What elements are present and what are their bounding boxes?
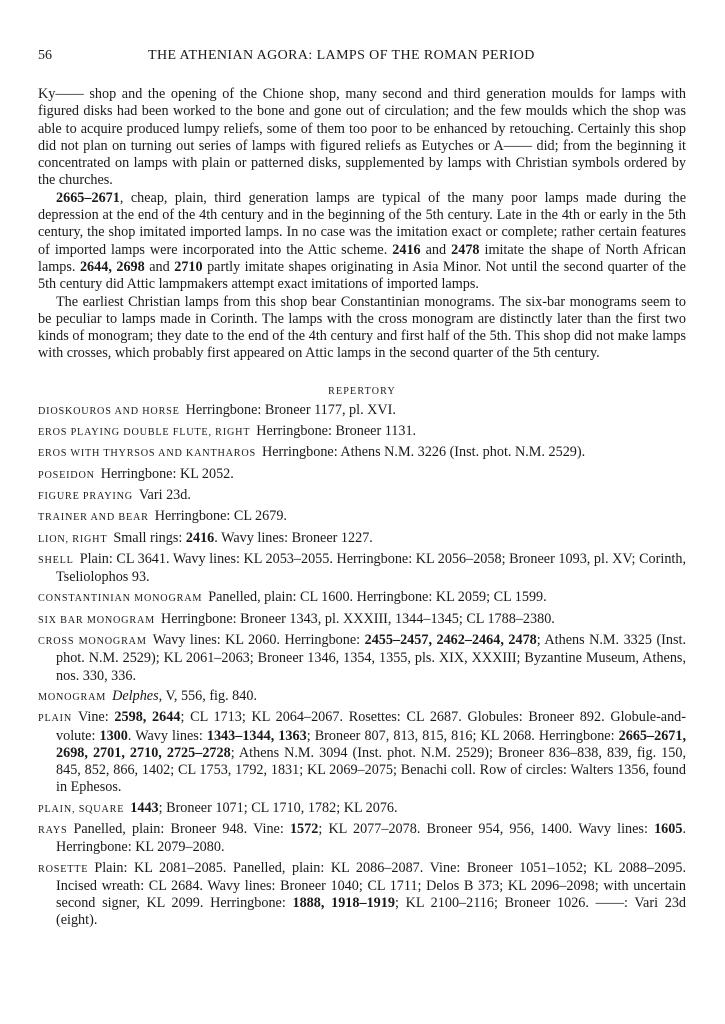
- repertory-entry-label: MONOGRAM: [38, 691, 107, 703]
- repertory-entry: [38, 821, 686, 857]
- text-segment: Herringbone: Broneer 1343, pl. XXXIII, 1344–1345; CL 1788–2380.: [160, 610, 555, 627]
- body-text: [38, 86, 686, 363]
- text-segment: ; Athens N.M. 3094 (Inst. phot. N.M. 2529); Broneer 836–838, 839, fig. 150, 845, 852, 866, 1402; CL 1753, 1792, 1831; KL 2069–2075; Benachi coll. Row of circles: Walters 1356, found in Ephesos.: [56, 744, 687, 796]
- repertory-entry: [38, 551, 686, 587]
- text-segment: and: [420, 241, 452, 258]
- text-segment: Herringbone: Broneer 1177, pl. XVI.: [185, 401, 396, 418]
- bold-reference: 2598, 2644: [114, 709, 181, 726]
- repertory-entry: [38, 800, 686, 818]
- text-segment: Small rings:: [113, 529, 186, 546]
- repertory-entry-label: POSEIDON: [38, 469, 95, 481]
- repertory-entry: [38, 466, 686, 484]
- repertory-entry: [38, 589, 686, 607]
- bold-reference: 2710: [174, 258, 203, 275]
- bold-reference: 1343–1344, 1363: [206, 727, 307, 744]
- repertory-entry-label: EROS PLAYING DOUBLE FLUTE, RIGHT: [38, 427, 251, 439]
- bold-reference: 2416: [185, 529, 215, 546]
- text-segment: Herringbone: KL 2052.: [100, 465, 234, 482]
- text-segment: partly imitate shapes originating in Asia Minor. Not until the second quarter of the 5th century did Attic lampmakers attempt exact imitations of imported lamps.: [38, 258, 686, 293]
- repertory-entry: [38, 632, 686, 685]
- bold-reference: 2644, 2698: [79, 258, 145, 275]
- bold-reference: 2478: [451, 241, 480, 258]
- text-segment: ; KL 2077–2078. Broneer 954, 956, 1400. Wavy lines:: [318, 820, 655, 837]
- page: [38, 48, 686, 933]
- repertory-entry-label: FIGURE PRAYING: [38, 490, 133, 502]
- text-segment: Vine:: [78, 709, 115, 726]
- text-segment: Herringbone: CL 2679.: [154, 508, 287, 525]
- body-paragraph: [38, 294, 686, 363]
- body-paragraph: [38, 86, 686, 190]
- text-segment: Wavy lines: KL 2060. Herringbone:: [152, 632, 365, 649]
- text-segment: . Herringbone: KL 2079–2080.: [56, 820, 686, 856]
- repertory-entry-label: ROSETTE: [38, 863, 89, 875]
- text-segment: , cheap, plain, third generation lamps are typical of the many poor lamps made during the depression at the end of the 4th century and in the beginning of the 5th century. Late in the 4th or early in the 5th century, the shop imitated imported lamps. In no case was the imitation exact or complete; rather certain features of imported lamps were incorporated into the Attic scheme.: [38, 189, 686, 258]
- repertory-title: REPERTORY: [328, 385, 396, 397]
- repertory-entry-label: TRAINER AND BEAR: [38, 512, 149, 524]
- text-segment: Herringbone: Athens N.M. 3226 (Inst. phot. N.M. 2529).: [262, 444, 586, 461]
- bold-reference: 1605: [654, 820, 683, 837]
- repertory-entry: [38, 709, 686, 796]
- repertory-entry: [38, 508, 686, 526]
- page-number: 56: [38, 48, 52, 63]
- text-segment: Vari 23d.: [138, 486, 191, 503]
- repertory-entry-label: EROS WITH THYRSOS AND KANTHAROS: [38, 448, 257, 460]
- repertory-list: [38, 402, 686, 930]
- repertory-entry-label: SIX BAR MONOGRAM: [38, 614, 155, 626]
- text-segment: imitate the shape of North African lamps.: [38, 241, 686, 275]
- running-title: THE ATHENIAN AGORA: LAMPS OF THE ROMAN PERIOD: [148, 48, 535, 63]
- repertory-entry-label: LION, RIGHT: [38, 533, 108, 545]
- text-segment: , V, 556, fig. 840.: [158, 687, 258, 704]
- text-segment: Ky—— shop and the opening of the Chione shop, many second and third generation moulds for lamps with figured disks had been worked to the bone and gone out of circulation; and the few moulds which the shop was able to acquire produced lumpy reliefs, some of them too poor to be enhanced by retouching. Certainly this shop did not plan on turning out series of lamps with figured reliefs as Eutyches or A—— did; from the beginning it concentrated on lamps with plain or patterned disks, supplemented by lamps with Christian symbols ordered by the churches.: [38, 86, 686, 189]
- repertory-entry: [38, 688, 686, 706]
- bold-reference: 1300: [99, 727, 128, 744]
- repertory-entry: [38, 860, 686, 930]
- text-segment: ; KL 2100–2116; Broneer 1026. ——: Vari 23d (eight).: [56, 895, 687, 929]
- repertory-entry-label: PLAIN, SQUARE: [38, 803, 125, 815]
- repertory-entry-label: CROSS MONOGRAM: [38, 636, 147, 648]
- text-segment: . Wavy lines: Broneer 1227.: [214, 529, 373, 546]
- repertory-entry: [38, 423, 686, 441]
- bold-reference: 1443: [130, 799, 159, 816]
- text-segment: and: [144, 258, 175, 275]
- repertory-entry: [38, 402, 686, 420]
- repertory-entry: [38, 487, 686, 505]
- text-segment: ; CL 1713; KL 2064–2067. Rosettes: CL 2687. Globules: Broneer 892. Globule-and-volute:: [56, 709, 687, 744]
- repertory-entry: [38, 611, 686, 629]
- text-segment: Herringbone: Broneer 1131.: [256, 423, 417, 440]
- repertory-entry: [38, 444, 686, 462]
- repertory-entry-label: SHELL: [38, 554, 74, 566]
- bold-reference: 2455–2457, 2462–2464, 2478: [364, 632, 537, 649]
- bold-reference: 2665–2671, 2698, 2701, 2710, 2725–2728: [56, 727, 687, 761]
- text-segment: The earliest Christian lamps from this shop bear Constantinian monograms. The six-bar monograms seem to be peculiar to lamps made in Corinth. The lamps with the cross monogram are distinctly later than the first two kinds of monogram; they date to the end of the 4th century and first half of the 5th. This shop did not make lamps with crosses, which probably first appeared on Attic lamps in the second quarter of the 5th century.: [38, 293, 686, 362]
- repertory-entry-label: CONSTANTINIAN MONOGRAM: [38, 593, 203, 605]
- text-segment: . Wavy lines:: [127, 727, 207, 744]
- bold-reference: 2665–2671: [56, 189, 120, 206]
- repertory-entry-label: DIOSKOUROS AND HORSE: [38, 405, 180, 417]
- text-segment: Panelled, plain: CL 1600. Herringbone: KL 2059; CL 1599.: [208, 589, 547, 606]
- italic-title: Delphes: [112, 687, 159, 704]
- text-segment: ; Athens N.M. 3325 (Inst. phot. N.M. 2529); KL 2061–2063; Broneer 1346, 1354, 1355, pls. XIX, XXXIII; Byzantine Museum, Athens, nos. 330, 336.: [56, 632, 686, 684]
- repertory-entry: [38, 530, 686, 548]
- repertory-entry-label: RAYS: [38, 824, 68, 836]
- text-segment: Panelled, plain: Broneer 948. Vine:: [73, 820, 290, 837]
- body-paragraph: [38, 190, 686, 294]
- text-segment: ; Broneer 807, 813, 815, 816; KL 2068. Herringbone:: [306, 727, 619, 744]
- text-segment: ; Broneer 1071; CL 1710, 1782; KL 2076.: [158, 799, 398, 816]
- bold-reference: 2416: [392, 241, 421, 258]
- text-segment: Plain: KL 2081–2085. Panelled, plain: KL 2086–2087. Vine: Broneer 1051–1052; KL 2088–2095. Incised wreath: CL 2684. Wavy lines: Broneer 1040; CL 1711; Delos B 373; KL 2096–2098; with uncertain second signer, KL 2099. Herringbone:: [56, 859, 686, 912]
- bold-reference: 1888, 1918–1919: [292, 895, 395, 912]
- text-segment: Plain: CL 3641. Wavy lines: KL 2053–2055. Herringbone: KL 2056–2058; Broneer 1093, pl. XV; Corinth, Tseliolophos 93.: [56, 550, 686, 586]
- repertory-entry-label: PLAIN: [38, 713, 72, 725]
- running-header: [38, 48, 686, 72]
- bold-reference: 1572: [289, 820, 319, 837]
